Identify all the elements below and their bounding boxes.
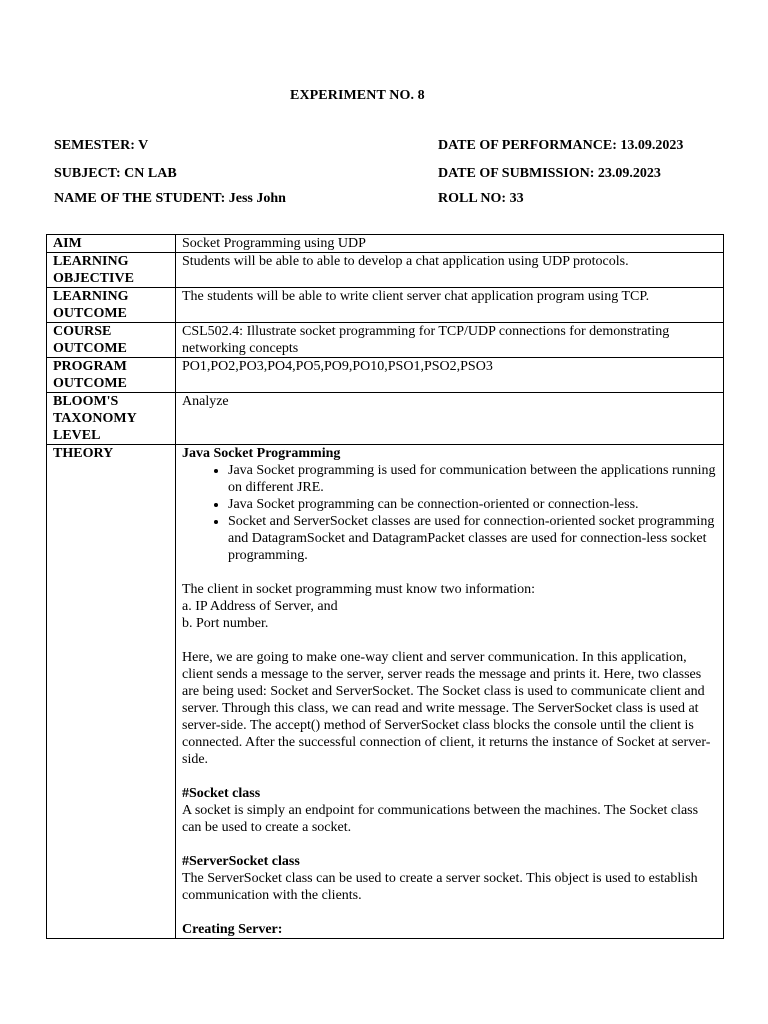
client-item-b: b. Port number.: [182, 616, 269, 631]
date-of-performance: DATE OF PERFORMANCE: 13.09.2023: [438, 138, 684, 153]
client-intro: The client in socket programming must know two information:: [182, 582, 536, 597]
row-value: CSL502.4: Illustrate socket programming for TCP/UDP connections for demonstrating networking concepts: [176, 323, 724, 358]
row-label: LEARNING OBJECTIVE: [47, 253, 176, 288]
roll-number: ROLL NO: 33: [438, 191, 524, 206]
row-label: PROGRAM OUTCOME: [47, 358, 176, 393]
row-value: Students will be able to able to develop a chat application using UDP protocols.: [176, 253, 724, 288]
row-value: Analyze: [176, 393, 724, 445]
theory-bullet-list: [182, 462, 717, 564]
serversocket-class-heading: #ServerSocket class: [182, 854, 300, 869]
table-row: [47, 288, 724, 323]
theory-row: [47, 445, 724, 939]
semester: SEMESTER: V: [54, 138, 149, 153]
experiment-table: [46, 234, 724, 939]
list-item: • Java Socket programming can be connection-oriented or connection-less.: [228, 496, 717, 513]
theory-paragraph: Here, we are going to make one-way client and server communication. In this application, client sends a message to the server, server reads the message and prints it. Here, two classes are being used: Socket and ServerSocket. The Socket class is used to communicate client and server. Through this class, we can read and write message. The ServerSocket class is used at server-side. The accept() method of ServerSocket class blocks the console until the client is connected. After the successful connection of client, it returns the instance of Socket at server-side.: [182, 650, 711, 767]
row-label: BLOOM'S TAXONOMY LEVEL: [47, 393, 176, 445]
socket-class-text: A socket is simply an endpoint for communications between the machines. The Socket class can be used to create a socket.: [182, 803, 699, 835]
row-label: AIM: [47, 235, 176, 253]
subject: SUBJECT: CN LAB: [54, 166, 177, 181]
client-item-a: a. IP Address of Server, and: [182, 599, 338, 614]
creating-server-heading: Creating Server:: [182, 922, 283, 937]
date-of-submission: DATE OF SUBMISSION: 23.09.2023: [438, 166, 661, 181]
socket-class-heading: #Socket class: [182, 786, 261, 801]
row-value: The students will be able to write client server chat application program using TCP.: [176, 288, 724, 323]
row-label: LEARNING OUTCOME: [47, 288, 176, 323]
row-label: THEORY: [47, 445, 176, 939]
table-row: [47, 235, 724, 253]
theory-heading: Java Socket Programming: [182, 446, 341, 461]
table-row: [47, 253, 724, 288]
table-row: [47, 393, 724, 445]
experiment-title: EXPERIMENT NO. 8: [290, 88, 425, 103]
serversocket-class-text: The ServerSocket class can be used to create a server socket. This object is used to establish communication with the clients.: [182, 871, 698, 903]
list-item: • Java Socket programming is used for communication between the applications running on different JRE.: [228, 462, 717, 496]
theory-content: [176, 445, 724, 939]
list-item: • Socket and ServerSocket classes are used for connection-oriented socket programming and DatagramSocket and DatagramPacket classes are used for connection-less socket programming.: [228, 513, 717, 564]
table-row: [47, 323, 724, 358]
table-row: [47, 358, 724, 393]
row-label: COURSE OUTCOME: [47, 323, 176, 358]
student-name: NAME OF THE STUDENT: Jess John: [54, 191, 286, 206]
row-value: PO1,PO2,PO3,PO4,PO5,PO9,PO10,PSO1,PSO2,PSO3: [176, 358, 724, 393]
row-value: Socket Programming using UDP: [176, 235, 724, 253]
